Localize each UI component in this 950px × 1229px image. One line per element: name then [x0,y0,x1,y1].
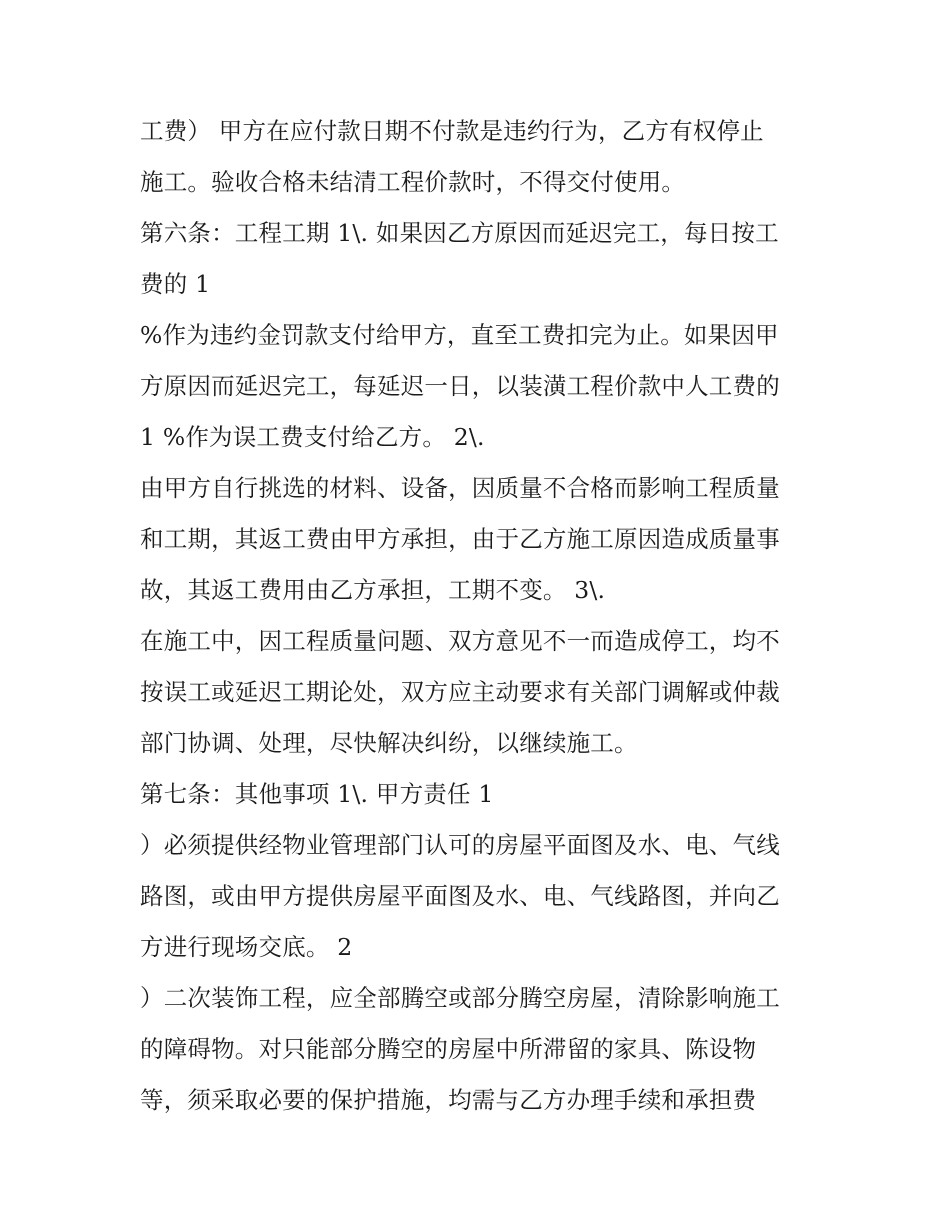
contract-body-text [140,106,830,1126]
text-line: 费的 1 [140,270,211,298]
text-line: 第六条：工程工期 1\. 如果因乙方原因而延迟完工，每日按工 [140,219,779,247]
text-line: 在施工中，因工程质量问题、双方意见不一而造成停工，均不 [140,627,780,655]
text-line: ）二次装饰工程，应全部腾空或部分腾空房屋，清除影响施工 [140,984,780,1012]
text-line: 等，须采取必要的保护措施，均需与乙方办理手续和承担费 [140,1086,757,1114]
text-line: 工费） 甲方在应付款日期不付款是违约行为，乙方有权停止 [140,117,764,145]
text-line: 部门协调、处理，尽快解决纠纷，以继续施工。 [140,729,638,757]
text-line: 1 %作为误工费支付给乙方。 2\. [140,423,485,451]
text-line: 按误工或延迟工期论处，双方应主动要求有关部门调解或仲裁 [140,678,780,706]
text-line: 的障碍物。对只能部分腾空的房屋中所滞留的家具、陈设物 [140,1035,757,1063]
text-line: ）必须提供经物业管理部门认可的房屋平面图及水、电、气线 [140,831,780,859]
text-line: 路图，或由甲方提供房屋平面图及水、电、气线路图，并向乙 [140,882,780,910]
text-line: 由甲方自行挑选的材料、设备，因质量不合格而影响工程质量 [140,474,780,502]
text-line: %作为违约金罚款支付给甲方，直至工费扣完为止。如果因甲 [140,321,779,349]
text-line: 第七条：其他事项 1\. 甲方责任 1 [140,780,494,808]
text-line: 方进行现场交底。 2 [140,933,353,961]
text-line: 故，其返工费用由乙方承担，工期不变。 3\. [140,576,606,604]
text-line: 施工。验收合格未结清工程价款时，不得交付使用。 [140,168,686,196]
text-line: 方原因而延迟完工，每延迟一日，以装潢工程价款中人工费的 [140,372,780,400]
text-line: 和工期，其返工费由甲方承担，由于乙方施工原因造成质量事 [140,525,780,553]
